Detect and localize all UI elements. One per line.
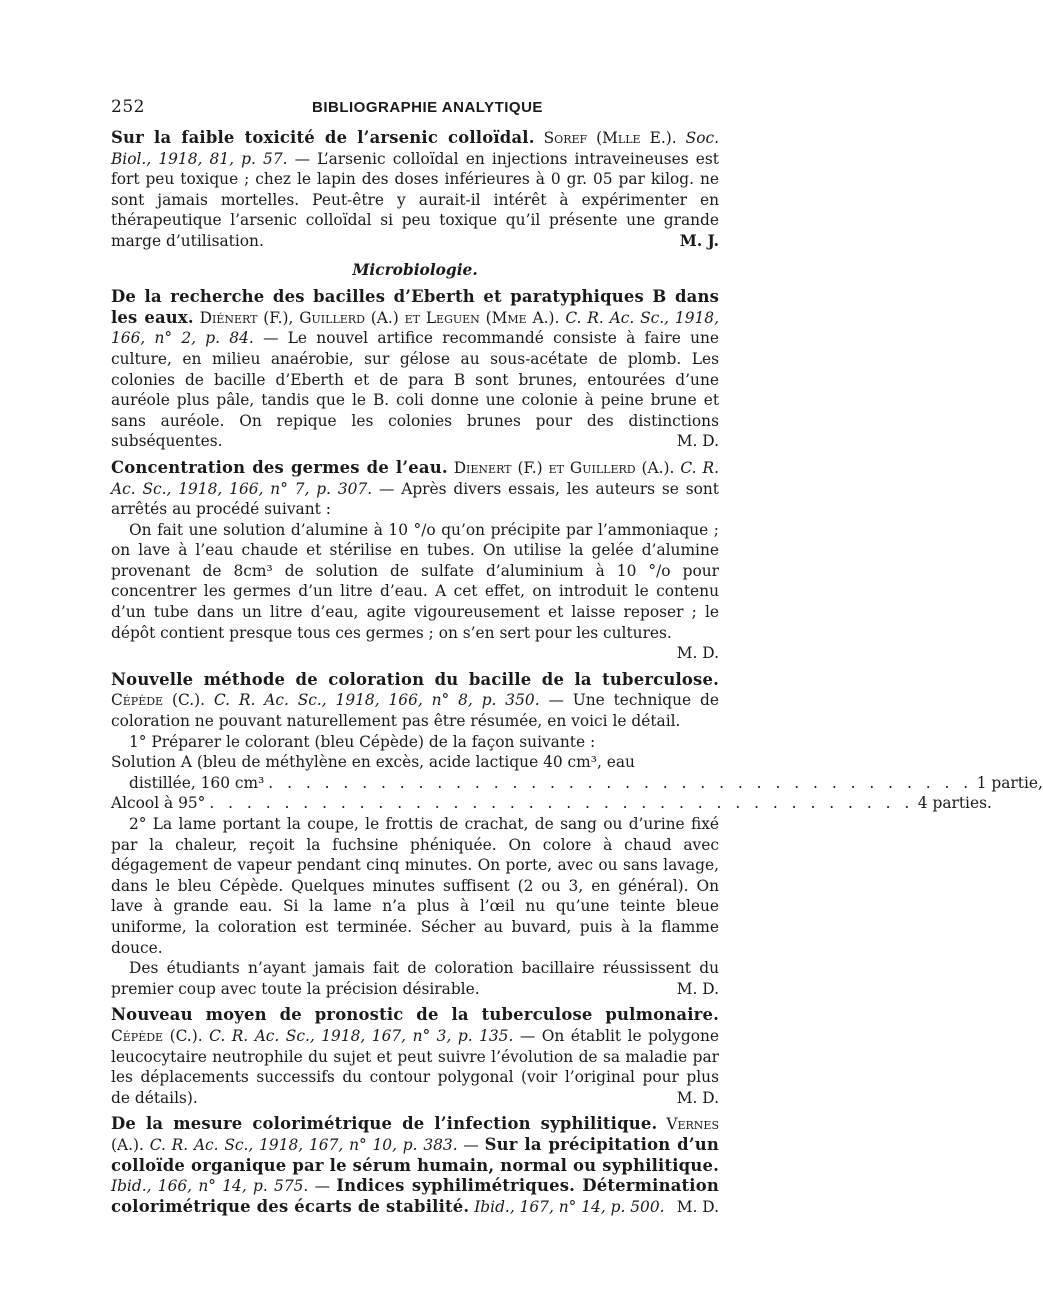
- page-number: 252: [111, 97, 145, 117]
- article-title: Nouvelle méthode de coloration du bacille de la tuberculose.: [111, 669, 719, 689]
- article-authors: Cépède (C.).: [111, 691, 205, 710]
- recipe-label: distillée, 160 cm³: [129, 773, 265, 792]
- article-title-secondary: Sur la précipitation d’un colloïde organique par le sérum humain, normal ou syphilitique.: [111, 1134, 719, 1175]
- article-citation-secondary: Ibid., 166, n° 14, p. 575.: [111, 1177, 309, 1196]
- article-title: Nouveau moyen de pronostic de la tuberculose pulmonaire.: [111, 1005, 719, 1025]
- article-citation: C. R. Ac. Sc., 1918, 166, n° 2, p. 84.: [111, 308, 719, 348]
- article-citation: C. R. Ac. Sc., 1918, 166, n° 8, p. 350.: [213, 691, 540, 710]
- recipe-quantity: 4 parties.: [917, 794, 992, 813]
- article-citation: C. R. Ac. Sc., 1918, 167, n° 3, p. 135.: [209, 1026, 514, 1045]
- article-eberth: [111, 287, 719, 452]
- article-authors: Cépède (C.).: [111, 1026, 203, 1045]
- article-authors: Diénert (F.), Guillerd (A.) et Leguen (Mme A.).: [199, 308, 560, 327]
- article-authors: Soref (Mlle E.).: [543, 129, 677, 147]
- article-body: — Une technique de coloration ne pouvant naturellement pas être résumée, en voici le détail.: [111, 691, 719, 731]
- article-body: — On établit le polygone leucocytaire neutrophile du sujet et peut suivre l’évolution de sa maladie par les déplacements successifs du contour polygonal (voir l’original pour plus de détails).: [111, 1026, 719, 1107]
- recipe-label: Alcool à 95°: [111, 794, 206, 813]
- article-pronostic: [111, 1005, 719, 1108]
- article-title: Sur la faible toxicité de l’arsenic colloïdal.: [111, 128, 535, 147]
- page-header: [111, 97, 719, 123]
- method-step-2: 2° La lame portant la coupe, le frottis de crachat, de sang ou d’urine fixé par la chaleur, reçoit la fuchsine phéniquée. On colore à chaud avec dégagement de vapeur pendant cinq minutes. On porte, avec ou sans lavage, dans le bleu Cépède. Quelques minutes suffisent (2 ou 3, en général). On lave à grande eau. Si la lame n’a plus à l’œil nu qu’une teinte bleue uniforme, la coloration est terminée. Sécher au buvard, puis à la flamme douce.: [111, 815, 719, 957]
- article-syphilis: De la mesure colorimétrique de l’infection syphilitique. Vernes (A.). C. R. Ac. Sc., 1918, 167, n° 10, p. 383. — Sur la précipitation d’un colloïde organique par le sérum humain, normal ou syphilitique. Ibid., 166, n° 14, p. 575. — Indices syphilimétriques. Détermination colorimétrique des écarts de stabilité. Ibid., 167, n° 14, p. 500. M. D.: [111, 1114, 719, 1216]
- article-body-continued: On fait une solution d’alumine à 10 °/o qu’on précipite par l’ammoniaque ; on lave à l’eau chaude et stérilise en tubes. On utilise la gelée d’alumine provenant de 8cm³ de solution de sulfate d’aluminium à 10 °/o pour concentrer les germes d’un litre d’eau. A cet effet, on introduit le contenu d’un tube dans un litre d’eau, agite vigoureusement et laisse reposer ; le dépôt contient presque tous ces germes ; on s’en sert pour les cultures.: [111, 520, 719, 642]
- article-title: De la mesure colorimétrique de l’infection syphilitique.: [111, 1114, 658, 1134]
- article-title: Concentration des germes de l’eau.: [111, 457, 448, 477]
- article-arsenic: [111, 128, 719, 252]
- article-citation: C. R. Ac. Sc., 1918, 166, n° 7, p. 307.: [111, 458, 719, 498]
- page-content: [111, 128, 1043, 1217]
- article-body: — Après divers essais, les auteurs se sont arrêtés au procédé suivant :: [111, 479, 719, 519]
- article-citation: C. R. Ac. Sc., 1918, 167, n° 10, p. 383.: [149, 1135, 458, 1154]
- method-step-1: 1° Préparer le colorant (bleu Cépède) de la façon suivante :: [129, 732, 596, 751]
- running-title: BIBLIOGRAPHIE ANALYTIQUE: [312, 99, 543, 116]
- section-heading: Microbiologie.: [352, 260, 478, 279]
- leader-dots: . . . . . . . . . . . . . . . . . . . . . . . . . . . . . . . . . . . . . .: [268, 773, 973, 792]
- article-authors: Dienert (F.) et Guillerd (A.).: [453, 458, 675, 477]
- article-coloration: [111, 670, 719, 732]
- solution-line: Solution A (bleu de méthylène en excès, acide lactique 40 cm³, eau: [111, 753, 635, 772]
- article-signature: M. D.: [676, 979, 719, 998]
- recipe-quantity: 1 partie,: [976, 773, 1043, 792]
- article-signature: M. D.: [676, 432, 719, 451]
- article-body: — Le nouvel artifice recommandé consiste à faire une culture, en milieu anaérobie, sur gélose au sous-acétate de plomb. Les colonies de bacille d’Eberth et de para B sont brunes, entourées d’une auréole plus pâle, tandis que le B. coli donne une colonie à peine brune et sans auréole. On repique les colonies brunes pour des distinctions subséquentes.: [111, 329, 719, 451]
- article-paragraph: [111, 958, 719, 999]
- article-title-tertiary: Indices syphilimétriques. Détermination colorimétrique des écarts de stabilité.: [111, 1176, 719, 1216]
- article-signature: M. D.: [676, 1197, 719, 1216]
- article-signature: M. D.: [676, 644, 719, 663]
- article-concentration: [111, 458, 719, 520]
- article-signature: M. J.: [679, 231, 719, 250]
- leader-dots: . . . . . . . . . . . . . . . . . . . . . . . . . . . . . . . . . . . . . .: [209, 794, 914, 813]
- article-signature: M. D.: [676, 1088, 719, 1107]
- recipe-row: [111, 773, 1043, 794]
- article-title: De la recherche des bacilles d’Eberth et paratyphiques B dans les eaux.: [111, 287, 719, 327]
- article-paragraph: [111, 520, 719, 664]
- article-citation-tertiary: Ibid., 167, n° 14, p. 500.: [474, 1197, 665, 1216]
- article-citation: Soc. Biol., 1918, 81, p. 57.: [111, 129, 719, 168]
- article-closing: Des étudiants n’ayant jamais fait de coloration bacillaire réussissent du premier coup avec toute la précision désirable.: [111, 959, 719, 998]
- article-body: — L’arsenic colloïdal en injections intraveineuses est fort peu toxique ; chez le lapin des doses inférieures à 0 gr. 05 par kilog. ne sont jamais mortelles. Peut-être y aurait-il intérêt à expérimenter en thérapeutique l’arsenic colloïdal si peu toxique qu’il présente une grande marge d’utilisation.: [111, 149, 719, 250]
- article-authors: Vernes (A.).: [111, 1115, 719, 1154]
- recipe-row: [111, 793, 992, 814]
